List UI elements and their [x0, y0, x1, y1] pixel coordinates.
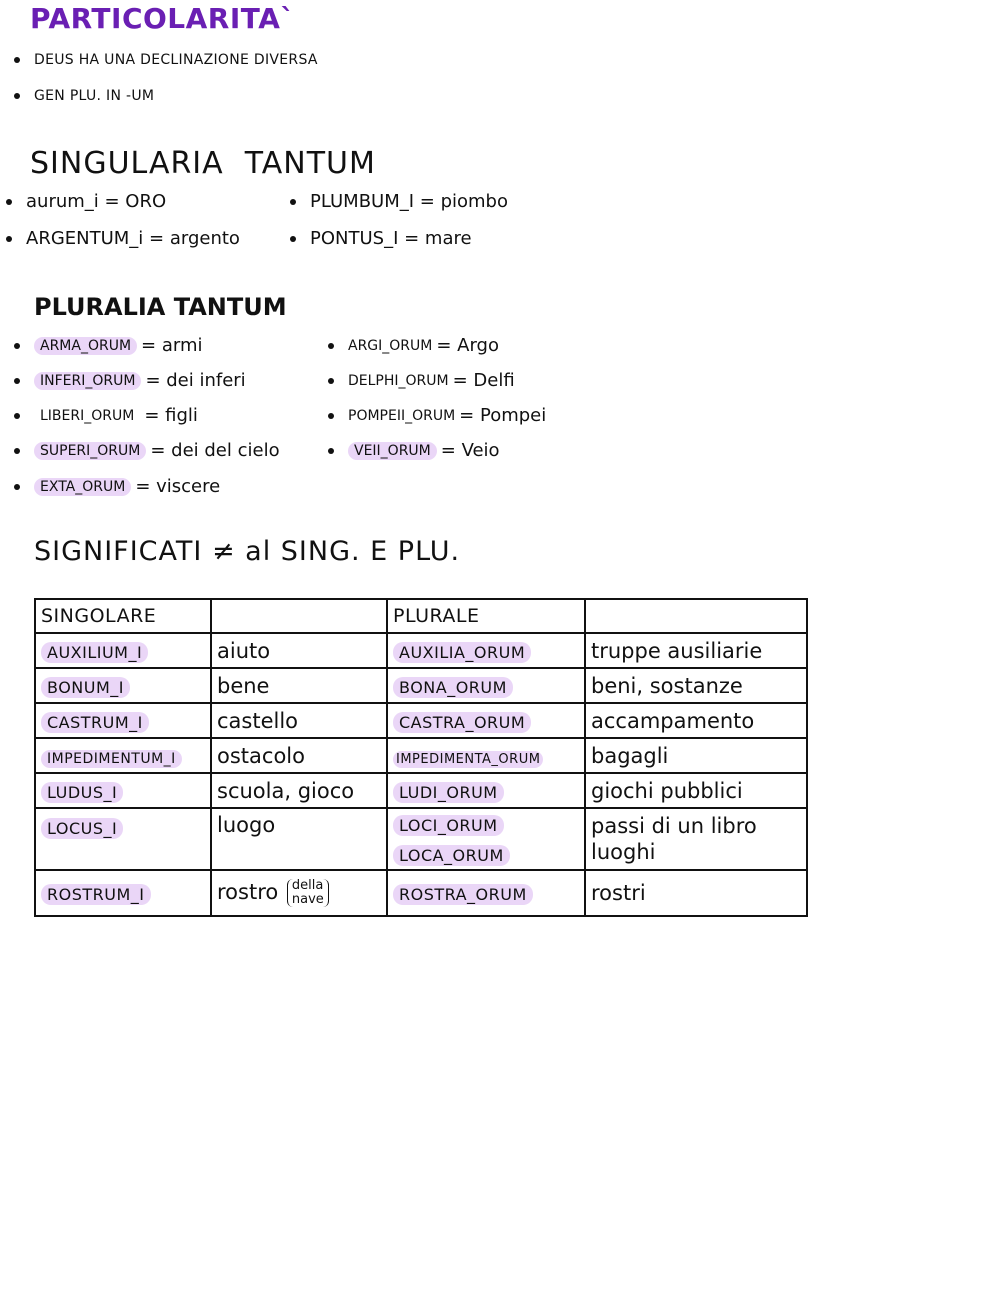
plur-term-stack [393, 812, 579, 866]
pluralia-item [14, 405, 198, 426]
plur-term: LUDI_ORUM [393, 782, 504, 803]
pluralia-meaning: = figli [144, 405, 198, 426]
pluralia-meaning: = Veio [440, 440, 500, 461]
plur-meaning: beni, sostanze [585, 668, 807, 703]
sing-term: ROSTRUM_I [41, 884, 151, 905]
bullet-icon [14, 57, 20, 63]
table-row [35, 738, 807, 773]
pluralia-term: ARMA_ORUM [34, 337, 137, 355]
table-row [35, 870, 807, 916]
pluralia-term: EXTA_ORUM [34, 478, 131, 496]
table-header-row [35, 599, 807, 633]
header-plurale: PLURALE [387, 599, 585, 633]
sing-meaning-note [287, 879, 329, 907]
plur-meaning: bagagli [585, 738, 807, 773]
plur-term: BONA_ORUM [393, 677, 513, 698]
pluralia-meaning: = dei del cielo [150, 440, 280, 461]
sing-meaning: ostacolo [211, 738, 387, 773]
plur-meaning: rostri [585, 870, 807, 916]
pluralia-item [14, 370, 246, 391]
bullet-icon [328, 343, 334, 349]
plur-meaning: truppe ausiliarie [585, 633, 807, 668]
pluralia-item [14, 476, 220, 497]
pluralia-term: VEII_ORUM [348, 442, 437, 460]
bullet-icon [6, 236, 12, 242]
bullet-icon [14, 413, 20, 419]
bullet-icon [14, 343, 20, 349]
plur-meaning: luoghi [591, 840, 656, 864]
significati-title: SIGNIFICATI ≠ al SING. E PLU. [34, 536, 461, 567]
sing-meaning: rostro [217, 880, 279, 904]
bullet-icon [328, 448, 334, 454]
pluralia-term: POMPEII_ORUM [348, 407, 456, 424]
plur-meaning: accampamento [585, 703, 807, 738]
particolarita-item [14, 52, 318, 68]
pluralia-meaning: = Pompei [459, 405, 547, 426]
particolarita-title: PARTICOLARITA` [30, 2, 295, 35]
pluralia-term: ARGI_ORUM [348, 337, 433, 354]
sing-meaning: aiuto [211, 633, 387, 668]
plur-meaning-stack [591, 814, 801, 864]
note-line: della [291, 878, 324, 893]
bullet-icon [14, 378, 20, 384]
note-line: nave [291, 892, 324, 907]
particolarita-text: GEN PLU. IN -UM [34, 88, 155, 104]
pluralia-term: INFERI_ORUM [34, 372, 141, 390]
plur-meaning: passi di un libro [591, 814, 757, 838]
bullet-icon [290, 199, 296, 205]
bullet-icon [328, 378, 334, 384]
bullet-icon [14, 484, 20, 490]
significati-table [34, 598, 808, 917]
plur-term: LOCI_ORUM [393, 815, 504, 836]
header-empty [585, 599, 807, 633]
bullet-icon [290, 236, 296, 242]
pluralia-meaning: = Delfi [452, 370, 515, 391]
table-row [35, 633, 807, 668]
table-row [35, 773, 807, 808]
pluralia-meaning: = dei inferi [145, 370, 246, 391]
table-row [35, 808, 807, 870]
sing-meaning: castello [211, 703, 387, 738]
pluralia-item [328, 370, 515, 391]
pluralia-term: SUPERI_ORUM [34, 442, 146, 460]
pluralia-item [14, 335, 203, 356]
sing-meaning: scuola, gioco [211, 773, 387, 808]
bullet-icon [14, 448, 20, 454]
singularia-title: SINGULARIA TANTUM [30, 146, 376, 181]
sing-term: IMPEDIMENTUM_I [41, 750, 182, 768]
singularia-item [290, 191, 508, 212]
pluralia-meaning: = Argo [436, 335, 499, 356]
sing-meaning-cell [211, 870, 387, 916]
sing-term: LUDUS_I [41, 782, 123, 803]
singularia-item [290, 228, 472, 249]
singularia-item [6, 228, 240, 249]
sing-term: AUXILIUM_I [41, 642, 148, 663]
bullet-icon [14, 93, 20, 99]
pluralia-meaning: = viscere [135, 476, 221, 497]
sing-term: CASTRUM_I [41, 712, 149, 733]
bullet-icon [328, 413, 334, 419]
singularia-text: ARGENTUM_i = argento [26, 228, 240, 249]
sing-term: LOCUS_I [41, 818, 123, 839]
pluralia-term: LIBERI_ORUM [40, 407, 135, 424]
pluralia-item [328, 405, 546, 426]
header-singolare: SINGOLARE [35, 599, 211, 633]
bullet-icon [6, 199, 12, 205]
pluralia-item [328, 440, 500, 461]
particolarita-text: DEUS HA UNA DECLINAZIONE DIVERSA [34, 52, 318, 68]
singularia-item [6, 191, 166, 212]
singularia-text: PLUMBUM_I = piombo [310, 191, 508, 212]
particolarita-item [14, 88, 154, 104]
pluralia-term: DELPHI_ORUM [348, 372, 449, 389]
pluralia-item [328, 335, 499, 356]
singularia-text: aurum_i = ORO [26, 191, 167, 212]
plur-meaning: giochi pubblici [585, 773, 807, 808]
sing-meaning: bene [211, 668, 387, 703]
pluralia-meaning: = armi [141, 335, 203, 356]
table-row [35, 703, 807, 738]
table-row [35, 668, 807, 703]
header-empty [211, 599, 387, 633]
plur-term: AUXILIA_ORUM [393, 642, 531, 663]
pluralia-title: PLURALIA TANTUM [34, 293, 287, 321]
plur-term: CASTRA_ORUM [393, 712, 531, 733]
plur-term: IMPEDIMENTA_ORUM [393, 751, 543, 768]
sing-meaning: luogo [211, 808, 387, 870]
singularia-text: PONTUS_I = mare [310, 228, 472, 249]
sing-term: BONUM_I [41, 677, 130, 698]
plur-term: LOCA_ORUM [393, 845, 510, 866]
pluralia-item [14, 440, 280, 461]
plur-term: ROSTRA_ORUM [393, 884, 533, 905]
